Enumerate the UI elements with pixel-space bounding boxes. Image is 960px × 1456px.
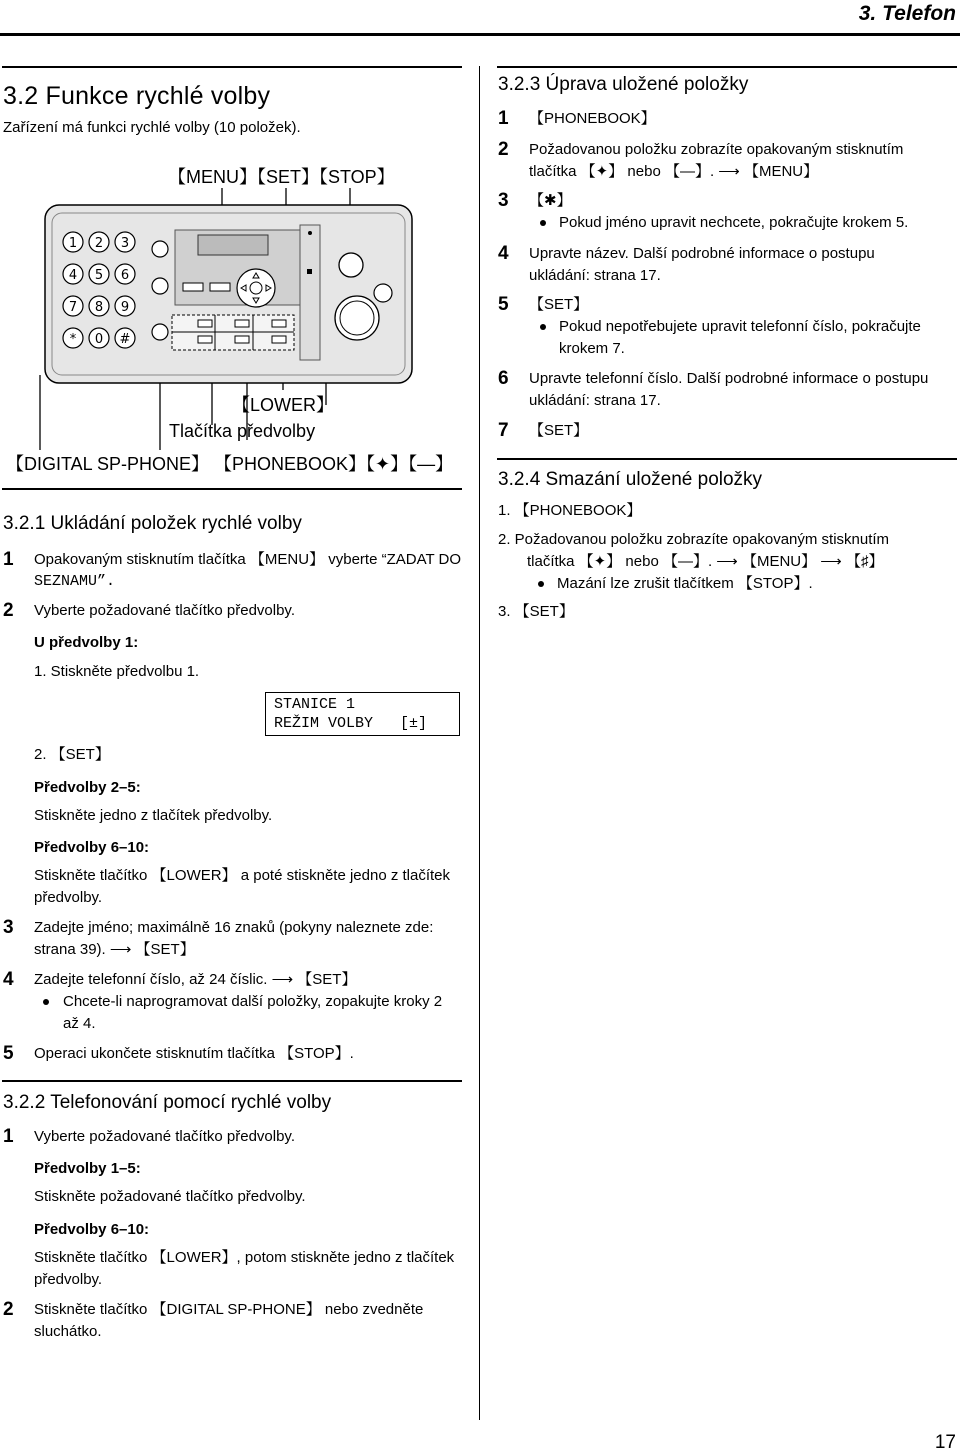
step-number: 1 [3,1126,14,1147]
diagram-label-presets: Tlačítka předvolby [169,421,316,441]
key-4: 4 [68,268,78,283]
step5-text: Operaci ukončete stisknutím tlačítka 【STOP】. [34,1045,354,1062]
device-diagram [0,185,470,450]
page-number: 17 [934,1432,956,1453]
step-number: 7 [498,420,509,441]
lcd-line-1: STANICE 1 [274,696,356,713]
step-number: 4 [3,969,14,990]
key-6: 6 [120,268,130,283]
key-9: 9 [120,300,130,315]
s324-step2-bullet: Mazání lze zrušit tlačítkem 【STOP】. [557,575,813,592]
bullet-icon [43,999,49,1005]
step-number: 2 [498,139,509,160]
s323-step2-a: Požadovanou položku zobrazíte opakovaným stisknutím [529,141,904,158]
stop-button [339,253,363,277]
subsection-3-2-4-title: 3.2.4 Smazání uložené položky [498,469,763,490]
right-top-rule [497,66,957,68]
preset6-10-text-b: předvolby. [34,889,103,906]
s322-p15-heading: Předvolby 1–5: [34,1160,141,1177]
step4-bullet-b: až 4. [63,1015,96,1032]
s322-p610-text-b: předvolby. [34,1271,103,1288]
step-number: 1 [3,549,14,570]
s323-step5-bullet-b: krokem 7. [559,340,625,357]
lcd-display [198,235,268,255]
s322-step1-text: Vyberte požadované tlačítko předvolby. [34,1128,295,1145]
s323-step2-b: tlačítka 【✦】 nebo 【—】. ⟶ 【MENU】 [529,163,819,180]
key-5: 5 [94,268,104,283]
s324-step2-b: tlačítka 【✦】 nebo 【—】. ⟶ 【MENU】 ⟶ 【♯】 [527,553,884,570]
left-sep-rule [2,488,462,490]
step2-text: Vyberte požadované tlačítko předvolby. [34,602,295,619]
subsection-3-2-3-title: 3.2.3 Úprava uložené položky [498,74,749,95]
lcd-display-box [265,692,460,736]
navigator-pad [237,269,275,307]
large-start-button [335,296,379,340]
bullet-icon [538,581,544,587]
preset1-step2: 2. 【SET】 [34,746,110,763]
s324-step2-a: 2. Požadovanou položku zobrazíte opakovaným stisknutím [498,531,890,548]
key-0: 0 [94,332,104,347]
s324-step3: 3. 【SET】 [498,603,574,620]
set-button [210,283,230,291]
section-title: 3.2 Funkce rychlé volby [3,82,271,110]
column-divider [479,66,480,1420]
s323-step5: 【SET】 [529,296,589,313]
step1-text-b: SEZNAMU”. [34,573,116,590]
bullet-icon [540,220,546,226]
key-star: * [69,332,77,347]
step4-text: Zadejte telefonní číslo, až 24 číslic. ⟶ 【SET】 [34,971,357,988]
left-top-rule [2,66,462,68]
step3-text-a: Zadejte jméno; maximálně 16 znaků (pokyny naleznete zde: [34,919,434,936]
step-number: 4 [498,243,509,264]
key-3: 3 [120,236,130,251]
s323-step1: 【PHONEBOOK】 [529,110,656,127]
s322-p610-text-a: Stiskněte tlačítko 【LOWER】, potom stiskněte jedno z tlačítek [34,1249,455,1266]
s323-step4-b: ukládání: strana 17. [529,267,661,284]
preset1-step1: 1. Stiskněte předvolbu 1. [34,663,200,680]
s323-step6-b: ukládání: strana 17. [529,392,661,409]
preset2-5-heading: Předvolby 2–5: [34,779,141,796]
s323-step4-a: Upravte název. Další podrobné informace o postupu [529,245,875,262]
diagram-label-lower: 【LOWER】 [232,395,335,415]
step-number: 1 [498,108,509,129]
diagram-label-bottom: 【DIGITAL SP-PHONE】 【PHONEBOOK】【✦】【—】 [6,454,454,474]
menu-button [183,283,203,291]
preset6-10-text-a: Stiskněte tlačítko 【LOWER】 a poté stiskněte jedno z tlačítek [34,867,451,884]
step3-text-b: strana 39). ⟶ 【SET】 [34,941,195,958]
diagram-label-top: 【MENU】【SET】【STOP】 [168,167,395,187]
key-7: 7 [68,300,78,315]
s323-step5-bullet-a: Pokud nepotřebujete upravit telefonní číslo, pokračujte [559,318,921,335]
key-8: 8 [94,300,104,315]
header-rule [0,33,960,36]
preset6-10-heading: Předvolby 6–10: [34,839,150,856]
s323-step3-bullet: Pokud jméno upravit nechcete, pokračujte krokem 5. [559,214,909,231]
s322-p610-heading: Předvolby 6–10: [34,1221,150,1238]
step-number: 2 [3,600,14,621]
s324-step1: 1. 【PHONEBOOK】 [498,502,642,519]
bullet-icon [540,324,546,330]
s323-step6-a: Upravte telefonní číslo. Další podrobné informace o postupu [529,370,929,387]
step-number: 3 [498,190,509,211]
step1-text-a: Opakovaným stisknutím tlačítka 【MENU】 vyberte “ZADAT DO [34,551,462,568]
subsection-3-2-2-title: 3.2.2 Telefonování pomocí rychlé volby [3,1092,332,1113]
intro-text: Zařízení má funkci rychlé volby (10 položek). [3,119,301,136]
key-1: 1 [68,236,78,251]
s322-p15-text: Stiskněte požadované tlačítko předvolby. [34,1188,306,1205]
s323-step7: 【SET】 [529,422,589,439]
key-hash: # [119,332,131,347]
subsection-3-2-1-title: 3.2.1 Ukládání položek rychlé volby [3,513,302,534]
left-sep-rule-2 [2,1080,462,1082]
right-sep-rule [497,458,957,460]
key-2: 2 [94,236,104,251]
preset2-5-text: Stiskněte jedno z tlačítek předvolby. [34,807,273,824]
step-number: 2 [3,1299,14,1320]
step-number: 3 [3,917,14,938]
lcd-line-2: REŽIM VOLBY [±] [274,715,428,732]
small-round-button [374,284,392,302]
step-number: 5 [3,1043,14,1064]
step-number: 6 [498,368,509,389]
s322-step2-text-b: sluchátko. [34,1323,102,1340]
chapter-header: 3. Telefon [858,2,956,25]
step4-bullet-a: Chcete-li naprogramovat další položky, zopakujte kroky 2 [63,993,443,1010]
s322-step2-text-a: Stiskněte tlačítko 【DIGITAL SP-PHONE】 nebo zvedněte [34,1301,424,1318]
s323-step3: 【✱】 [529,192,572,209]
preset1-heading: U předvolby 1: [34,634,139,651]
step-number: 5 [498,294,509,315]
